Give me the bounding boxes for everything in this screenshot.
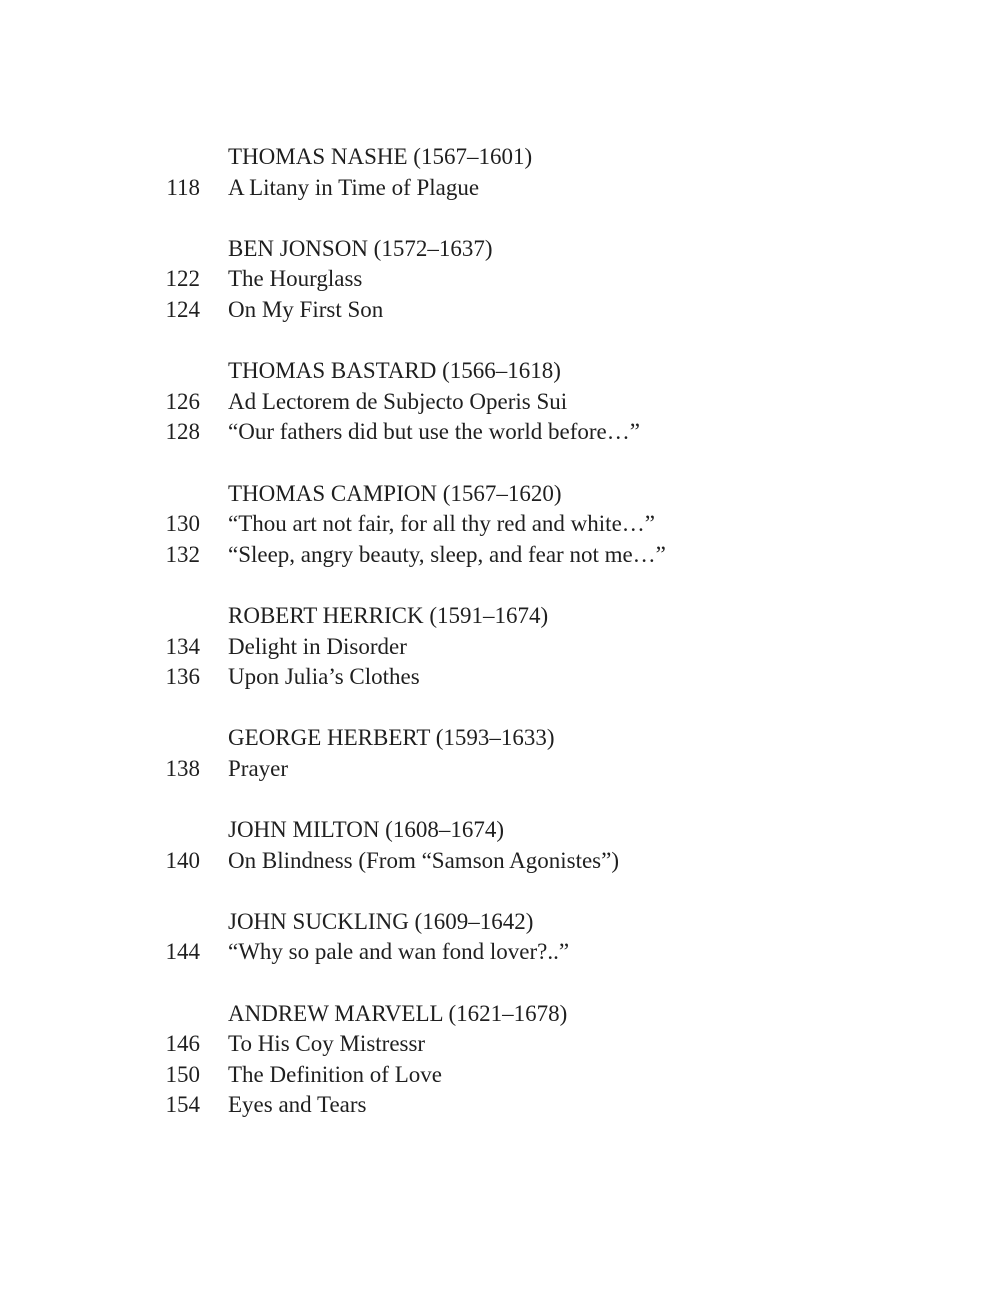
entry-row (0, 1090, 1000, 1121)
entry-row (0, 417, 1000, 448)
entry-title: Prayer (228, 755, 289, 781)
toc-section (0, 601, 1000, 693)
author-heading: JOHN MILTON (1608–1674) (228, 817, 504, 843)
page-number-empty (0, 234, 200, 265)
entry-row (0, 662, 1000, 693)
entry-row (0, 1029, 1000, 1060)
page-number: 150 (165, 1061, 200, 1087)
page-number-empty (0, 142, 200, 173)
entry-title: Eyes and Tears (228, 1092, 367, 1118)
entry-row (0, 295, 1000, 326)
page-number-empty (0, 815, 200, 846)
toc-section (0, 356, 1000, 448)
entry-row (0, 754, 1000, 785)
toc-section (0, 999, 1000, 1121)
entry-title: “Thou art not fair, for all thy red and white…” (228, 511, 655, 537)
author-heading-row (0, 234, 1000, 265)
entry-row (0, 632, 1000, 663)
entry-title: On My First Son (228, 296, 384, 322)
author-heading-row (0, 601, 1000, 632)
page-number: 136 (165, 664, 200, 690)
page-number: 128 (165, 419, 200, 445)
toc-section (0, 815, 1000, 876)
entry-title: “Sleep, angry beauty, sleep, and fear not me…” (228, 541, 666, 567)
author-heading: THOMAS NASHE (1567–1601) (228, 144, 533, 169)
page-number: 146 (165, 1031, 200, 1057)
author-heading-row (0, 142, 1000, 173)
entry-row (0, 846, 1000, 877)
entry-title: The Definition of Love (228, 1061, 442, 1087)
toc-section (0, 723, 1000, 784)
entry-title: A Litany in Time of Plague (228, 174, 480, 200)
page-number-empty (0, 601, 200, 632)
toc-section (0, 479, 1000, 571)
page-number: 138 (165, 755, 200, 781)
entry-row (0, 509, 1000, 540)
author-heading-row (0, 999, 1000, 1030)
author-heading: ANDREW MARVELL (1621–1678) (228, 1000, 568, 1026)
page-number-empty (0, 907, 200, 938)
entry-title: “Why so pale and wan fond lover?..” (228, 939, 570, 965)
page-number: 126 (165, 388, 200, 414)
author-heading: GEORGE HERBERT (1593–1633) (228, 725, 555, 751)
author-heading-row (0, 907, 1000, 938)
page-number-empty (0, 479, 200, 510)
author-heading: JOHN SUCKLING (1609–1642) (228, 908, 534, 934)
page-number-empty (0, 356, 200, 387)
entry-title: “Our fathers did but use the world before…” (228, 419, 640, 445)
entry-row (0, 1060, 1000, 1091)
entry-title: The Hourglass (228, 266, 363, 292)
page-number: 154 (165, 1092, 200, 1118)
entry-row (0, 173, 1000, 204)
entry-title: On Blindness (From “Samson Agonistes”) (228, 847, 619, 873)
page-number: 134 (165, 633, 200, 659)
author-heading: THOMAS BASTARD (1566–1618) (228, 358, 561, 384)
author-heading: THOMAS CAMPION (1567–1620) (228, 480, 562, 506)
author-heading-row (0, 479, 1000, 510)
page-number: 122 (165, 266, 200, 292)
page-number: 144 (165, 939, 200, 965)
author-heading: ROBERT HERRICK (1591–1674) (228, 602, 549, 628)
toc-section (0, 907, 1000, 968)
entry-title: Delight in Disorder (228, 633, 407, 659)
page-number: 140 (165, 847, 200, 873)
author-heading-row (0, 723, 1000, 754)
page-number-empty (0, 723, 200, 754)
page-number: 124 (165, 296, 200, 322)
page-number: 132 (165, 541, 200, 567)
toc-section (0, 142, 1000, 203)
page-number: 130 (165, 511, 200, 537)
toc-section (0, 234, 1000, 326)
entry-title: To His Coy Mistressr (228, 1031, 426, 1057)
author-heading: BEN JONSON (1572–1637) (228, 235, 493, 261)
page-number: 118 (166, 174, 200, 200)
entry-title: Upon Julia’s Clothes (228, 664, 420, 690)
entry-row (0, 937, 1000, 968)
entry-title: Ad Lectorem de Subjecto Operis Sui (228, 388, 568, 414)
author-heading-row (0, 356, 1000, 387)
entry-row (0, 540, 1000, 571)
entry-row (0, 264, 1000, 295)
page-number-empty (0, 999, 200, 1030)
entry-row (0, 387, 1000, 418)
author-heading-row (0, 815, 1000, 846)
